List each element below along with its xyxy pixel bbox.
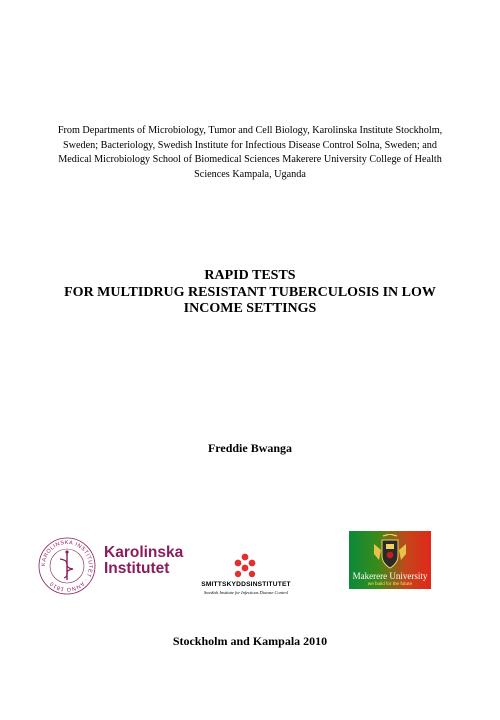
svg-text:KAROLINSKA INSTITUTET · ANNO 1: KAROLINSKA INSTITUTET · ANNO 1810	[40, 539, 94, 593]
place-and-year: Stockholm and Kampala 2010	[172, 634, 328, 648]
title-line: RAPID TESTS	[204, 268, 296, 283]
karolinska-seal-logo	[38, 537, 96, 595]
smi-name: SMITTSKYDDSINSTITUTET	[201, 581, 291, 588]
smi-subtitle: Swedish Institute for Infectious Disease Control	[203, 590, 289, 595]
title-line: FOR MULTIDRUG RESISTANT TUBERCULOSIS IN LOW	[64, 284, 436, 300]
makerere-name: Makerere University	[352, 571, 428, 581]
affiliation-line: Sciences Kampala, Uganda	[194, 168, 306, 180]
author-name: Freddie Bwanga	[207, 441, 293, 455]
karolinska-line2: Institutet	[104, 560, 170, 577]
title-line: INCOME SETTINGS	[183, 301, 317, 316]
makerere-crest-icon	[371, 534, 409, 572]
smi-dots-logo	[228, 553, 262, 579]
makerere-logo	[349, 531, 431, 589]
karolinska-wordmark	[104, 545, 183, 577]
affiliation-line: From Departments of Microbiology, Tumor and Cell Biology, Karolinska Institute Stockholm,	[57, 125, 443, 136]
affiliation	[30, 124, 470, 182]
affiliation-line: Medical Microbiology School of Biomedical Sciences Makerere University College of Health	[58, 154, 442, 165]
thesis-title	[20, 268, 480, 318]
karolinska-line1: Karolinska	[104, 544, 184, 561]
makerere-motto: we build for the future	[367, 581, 413, 586]
affiliation-line: Sweden; Bacteriology, Swedish Institute for Infectious Disease Control Solna, Sweden; and	[63, 139, 437, 151]
